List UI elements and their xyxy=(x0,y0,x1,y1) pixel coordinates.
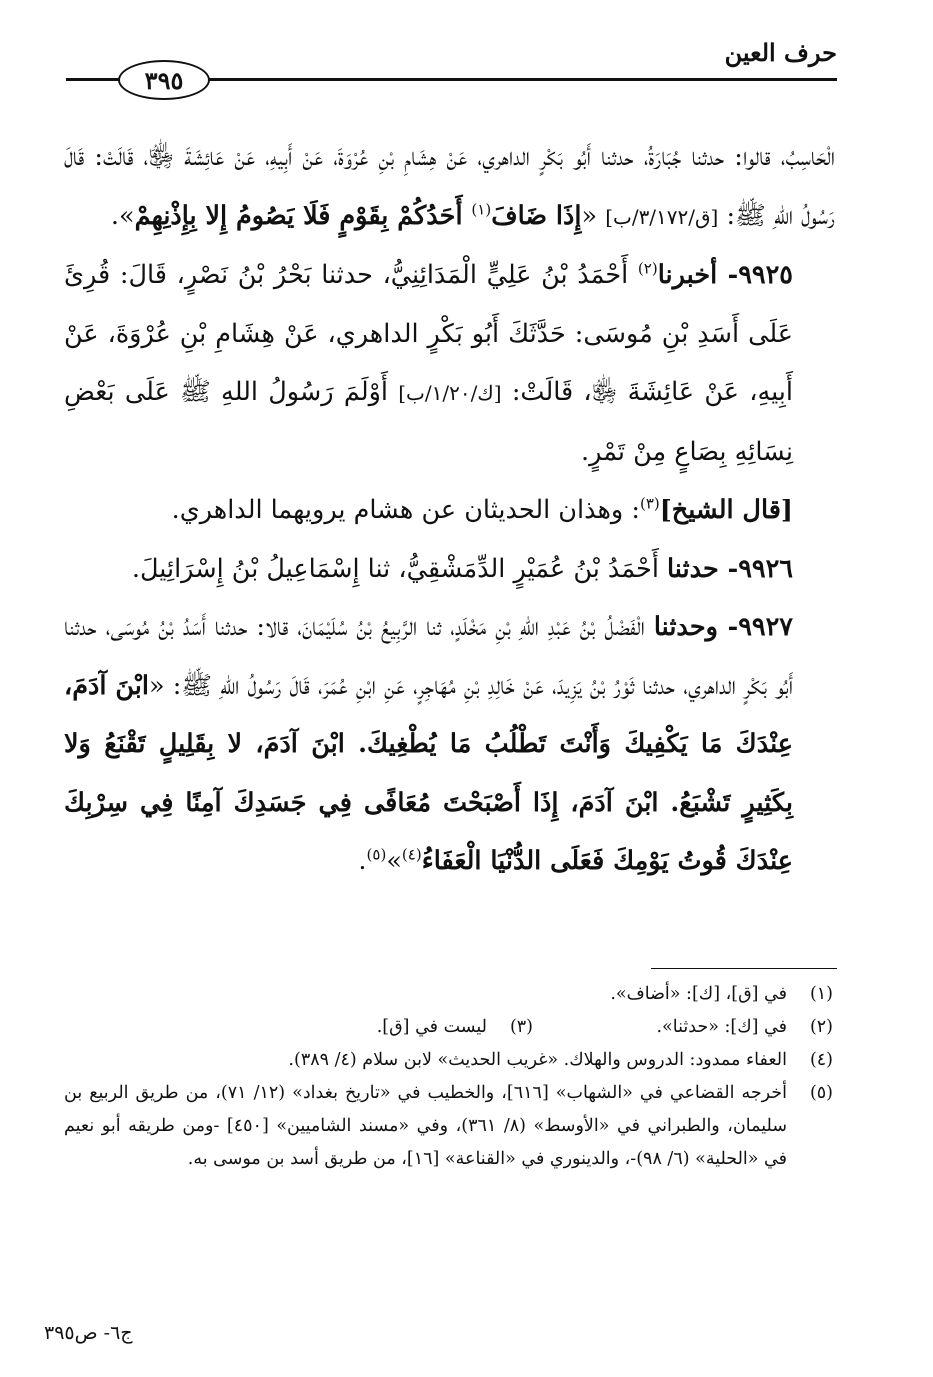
footnote-marker: (٤) xyxy=(401,845,422,864)
footnote-number: (٣) xyxy=(509,1017,533,1037)
footnote-text: في [ك]: «حدثنا». xyxy=(656,1017,787,1037)
text-run: أَحْمَدُ بْنُ عُمَيْرٍ الدِّمَشْقِيُّ، ثنا إِسْمَاعِيلُ بْنُ إِسْرَائِيلَ. xyxy=(131,553,668,584)
manuscript-ref: [ق/٣/١٧٢/ب] xyxy=(605,204,719,229)
transmission-word: حدثنا xyxy=(667,553,719,584)
chapter-title: حرف العين xyxy=(724,38,837,67)
footnote-text: في [ق]، [ك]: «أضاف». xyxy=(610,984,787,1004)
footnote xyxy=(64,978,833,1011)
text-run: ». xyxy=(110,200,135,231)
text-run: أَحْمَدُ بْنُ عَلِيٍّ الْمَدَائِنِيُّ، حدثنا بَحْرُ بْنُ نَصْرٍ، قَالَ: قُرِئَ عَلَى أَسَدِ بْنِ مُوسَى: حَدَّثَكَ أَبُو بَكْرٍ الداهري، عَنْ هِشَامِ بْنِ عُرْوَةَ، عَنْ أَبِيهِ، عَنْ عَائِشَةَ ﵂، قَالَتْ: xyxy=(64,260,793,407)
footnote-marker: (٢) xyxy=(637,259,658,278)
transmission-word: أخبرنا xyxy=(657,260,718,290)
footnote-rule xyxy=(651,968,837,969)
text-run: : وهذان الحديثان عن هشام يرويهما الداهري. xyxy=(171,495,640,525)
manuscript-ref: [ك/١/٢٠/ب] xyxy=(398,381,502,405)
footnote xyxy=(377,1011,533,1044)
text-run: أَوْلَمَ رَسُولُ اللهِ ﷺ عَلَى بَعْضِ نِسَائِهِ بِصَاعٍ مِنْ تَمْرٍ. xyxy=(64,377,793,467)
footnote-text: العفاء ممدود: الدروس والهلاك. «غريب الحديث» لابن سلام (٤/ ٣٨٩). xyxy=(288,1050,787,1070)
paragraph-9926 xyxy=(64,540,835,599)
page-number: ٣٩٥ xyxy=(118,60,210,100)
footnote-number: (١) xyxy=(809,984,833,1004)
text-run: . xyxy=(358,846,367,876)
footnote-text: ليست في [ق]. xyxy=(376,1017,487,1037)
footnote-marker: (٣) xyxy=(639,494,660,513)
text-run: » xyxy=(386,846,402,876)
footnote-marker: (١) xyxy=(471,200,492,218)
footnote xyxy=(533,1011,833,1044)
hadith-text: ابْنَ آدَمَ، عِنْدَكَ مَا يَكْفِيكَ وَأَنْتَ تَطْلُبُ مَا يُطْغِيكَ. ابْنَ آدَمَ، لا بِقَلِيلٍ تَقْنَعُ وَلا بِكَثِيرٍ تَشْبَعُ. ابْنَ آدَمَ، إِذَا أَصْبَحْتَ مُعَافًى فِي جَسَدِكَ آمِنًا فِي سِرْبِكَ عِنْدَكَ قُوتُ يَوْمِكَ فَعَلَى الدُّنْيَا الْعَفَاءُ xyxy=(64,670,793,876)
sheikh-label: [قال الشيخ] xyxy=(659,495,793,525)
paragraph-9927 xyxy=(64,598,835,891)
footnote-number: (٤) xyxy=(809,1050,833,1070)
transmission-word: وحدثنا xyxy=(653,612,718,642)
hadith-text: إِذَا ضَافَ xyxy=(491,200,582,231)
paragraph-sheikh-note xyxy=(64,481,835,540)
hadith-number: ٩٩٢٦- xyxy=(718,553,793,584)
footnote xyxy=(64,1044,833,1077)
volume-page-ref: ج٦- ص٣٩٥ xyxy=(44,1322,133,1344)
text-run: الْحَاسِبُ، قالوا: حدثنا جُبَارَةُ، حدثنا أَبُو بَكْرٍ الداهري، عَنْ هِشَامِ بْنِ عُرْوَةَ، عَنْ أَبِيهِ، عَنْ عَائِشَةَ ﵂، قَالَتْ: قَالَ رَسُولُ اللهِ ﷺ: xyxy=(64,142,835,231)
hadith-number: ٩٩٢٧- xyxy=(717,612,793,642)
hadith-text: أَحَدُكُمْ بِقَوْمٍ فَلَا يَصُومُ إِلا بِإِذْنِهِمْ xyxy=(134,200,472,231)
paragraph-1 xyxy=(64,128,835,246)
footnote-text: أخرجه القضاعي في «الشهاب» [٦١٦]، والخطيب في «تاريخ بغداد» (١٢/ ٧١)، من طريق الربيع بن سليمان، والطبراني في «الأوسط» (٨/ ٣٦١)، وفي «مسند الشاميين» [٤٥٠] -ومن طريقه أبو نعيم في «الحلية» (٦/ ٩٨)-، والدينوري في «القناعة» [١٦]، من طريق أسد بن موسى به. xyxy=(64,1083,787,1169)
main-text xyxy=(64,128,835,891)
footnote xyxy=(64,1077,833,1176)
footnote-marker: (٥) xyxy=(366,845,387,864)
hadith-number: ٩٩٢٥- xyxy=(717,260,793,290)
paragraph-9925 xyxy=(64,246,835,481)
footnote-number: (٢) xyxy=(809,1017,833,1037)
footnotes xyxy=(64,978,833,1176)
footnote-row xyxy=(64,1011,833,1044)
text-run: « xyxy=(581,200,606,231)
footnote-number: (٥) xyxy=(809,1083,833,1103)
text-run: الْفَضْلُ بْنُ عَبْدِ اللهِ بْنِ مَخْلَدٍ، ثنا الرَّبِيعُ بْنُ سُلَيْمَانَ، قالا: حدثنا أَسَدُ بْنُ مُوسَى، حدثنا أَبُو بَكْرٍ الداهري، حدثنا ثَوْرُ بْنُ يَزِيدَ، عَنْ خَالِدِ بْنِ مُهَاجِرٍ، عَنِ ابْنِ عُمَرَ، قَالَ رَسُولُ اللهِ ﷺ: « xyxy=(64,612,793,701)
